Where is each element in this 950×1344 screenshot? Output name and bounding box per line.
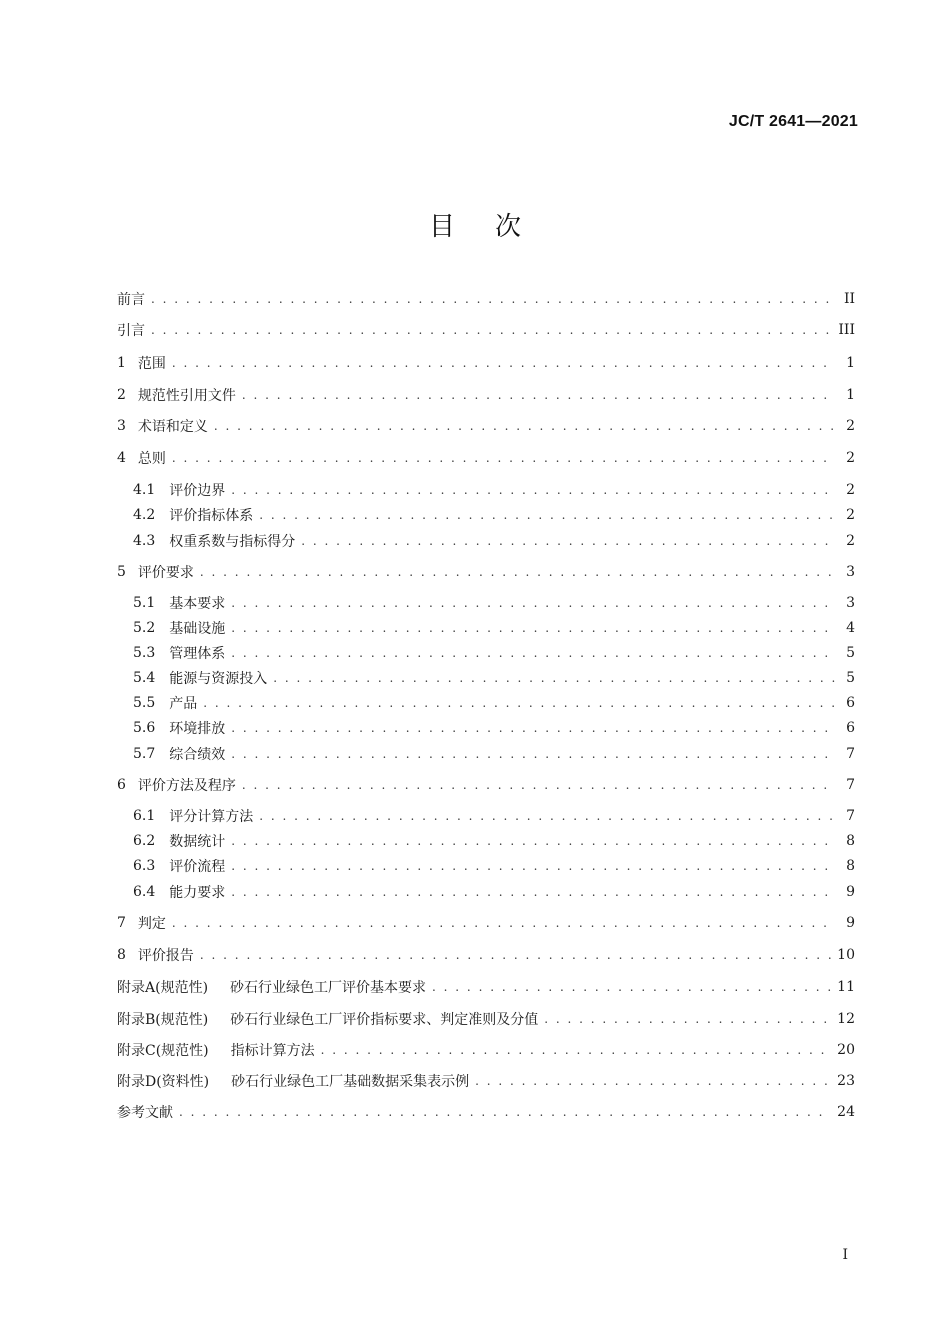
toc-entry-number: 5.7 bbox=[133, 746, 156, 762]
toc-entry-number: 5.1 bbox=[133, 595, 156, 611]
toc-leader-dots bbox=[203, 692, 835, 714]
toc-entry-label: 能力要求 bbox=[169, 885, 226, 901]
toc-leader-dots bbox=[273, 667, 835, 689]
toc-entry-label: 基础设施 bbox=[169, 621, 226, 637]
toc-entry-page: 11 bbox=[837, 979, 855, 995]
toc-entry[interactable] bbox=[133, 717, 855, 739]
toc-leader-dots bbox=[231, 717, 835, 739]
toc-entry-number: 5.5 bbox=[133, 695, 156, 711]
toc-entry[interactable] bbox=[133, 530, 855, 552]
toc-entry-label: 指标计算方法 bbox=[230, 1043, 315, 1059]
toc-entry[interactable] bbox=[117, 1101, 855, 1123]
toc-entry-number: 附录B(规范性) bbox=[117, 1012, 209, 1028]
toc-entry[interactable] bbox=[133, 592, 855, 614]
toc-entry[interactable] bbox=[117, 415, 855, 437]
toc-entry[interactable] bbox=[133, 667, 855, 689]
toc-entry-page: 9 bbox=[846, 915, 855, 931]
toc-entry[interactable] bbox=[117, 774, 855, 796]
toc-leader-dots bbox=[231, 855, 835, 877]
toc-entry[interactable] bbox=[117, 1039, 855, 1061]
toc-entry-page: 10 bbox=[837, 947, 855, 963]
toc-entry-number: 5.2 bbox=[133, 620, 156, 636]
toc-entry[interactable] bbox=[117, 1008, 855, 1030]
toc-entry-page: 5 bbox=[846, 645, 855, 661]
toc-entry-label: 综合绩效 bbox=[169, 747, 226, 763]
toc-entry-page: 1 bbox=[846, 387, 855, 403]
toc-entry-label: 能源与资源投入 bbox=[169, 671, 268, 687]
toc-entry[interactable] bbox=[133, 504, 855, 526]
toc-entry-page: 7 bbox=[846, 777, 855, 793]
toc-entry-label: 环境排放 bbox=[169, 721, 226, 737]
toc-entry[interactable] bbox=[117, 561, 855, 583]
toc-entry[interactable] bbox=[117, 912, 855, 934]
toc-leader-dots bbox=[242, 774, 835, 796]
standard-code: JC/T 2641—2021 bbox=[728, 113, 858, 130]
toc-entry-number: 附录C(规范性) bbox=[117, 1043, 209, 1059]
toc-entry[interactable] bbox=[117, 976, 855, 998]
toc-entry-label: 产品 bbox=[169, 696, 198, 712]
toc-entry-number: 4.3 bbox=[133, 533, 156, 549]
toc-entry-number: 3 bbox=[117, 418, 126, 434]
toc-entry-number: 7 bbox=[117, 915, 126, 931]
toc-entry-label: 判定 bbox=[137, 916, 166, 932]
toc-leader-dots bbox=[321, 1039, 832, 1061]
toc-leader-dots bbox=[242, 384, 835, 406]
toc-entry-page: 1 bbox=[846, 355, 855, 371]
toc-entry-page: 23 bbox=[837, 1073, 855, 1089]
toc-entry-page: 2 bbox=[846, 418, 855, 434]
toc-entry-page: 2 bbox=[846, 482, 855, 498]
toc-leader-dots bbox=[231, 617, 835, 639]
toc-leader-dots bbox=[231, 642, 835, 664]
toc-entry[interactable] bbox=[117, 447, 855, 469]
toc-entry-page: 2 bbox=[846, 507, 855, 523]
toc-entry-label: 前言 bbox=[117, 292, 145, 308]
page-number: I bbox=[842, 1247, 848, 1263]
toc-leader-dots bbox=[231, 881, 835, 903]
toc-leader-dots bbox=[179, 1101, 831, 1123]
toc-entry-page: 8 bbox=[846, 833, 855, 849]
toc-leader-dots bbox=[151, 288, 835, 310]
toc-entry-number: 5 bbox=[117, 564, 126, 580]
toc-entry-page: 7 bbox=[846, 808, 855, 824]
toc-leader-dots bbox=[259, 504, 835, 526]
toc-leader-dots bbox=[172, 447, 835, 469]
toc-entry[interactable] bbox=[117, 1070, 855, 1092]
toc-entry-page: 3 bbox=[846, 564, 855, 580]
toc-leader-dots bbox=[231, 592, 835, 614]
page-title: 目次 bbox=[428, 212, 561, 242]
toc-entry-number: 4.1 bbox=[133, 482, 156, 498]
toc-entry-label: 规范性引用文件 bbox=[137, 388, 236, 404]
toc-leader-dots bbox=[301, 530, 835, 552]
toc-entry-page: 4 bbox=[846, 620, 855, 636]
toc-leader-dots bbox=[544, 1008, 831, 1030]
toc-entry-label: 评价指标体系 bbox=[169, 508, 254, 524]
toc-entry-number: 6.1 bbox=[133, 808, 156, 824]
toc-entry[interactable] bbox=[117, 288, 855, 310]
toc-leader-dots bbox=[200, 561, 835, 583]
toc-entry-page: 12 bbox=[837, 1011, 855, 1027]
toc-entry-label: 引言 bbox=[117, 323, 145, 339]
toc-leader-dots bbox=[259, 805, 835, 827]
toc-entry-label: 评价报告 bbox=[137, 948, 194, 964]
toc-entry-label: 砂石行业绿色工厂评价指标要求、判定准则及分值 bbox=[230, 1012, 539, 1028]
toc-entry[interactable] bbox=[133, 881, 855, 903]
toc-entry-label: 管理体系 bbox=[169, 646, 226, 662]
toc-leader-dots bbox=[214, 415, 835, 437]
toc-entry[interactable] bbox=[117, 384, 855, 406]
toc-entry-page: 3 bbox=[846, 595, 855, 611]
toc-entry[interactable] bbox=[133, 855, 855, 877]
toc-entry[interactable] bbox=[133, 642, 855, 664]
toc-entry-page: 6 bbox=[846, 695, 855, 711]
toc-entry-page: 9 bbox=[846, 884, 855, 900]
toc-entry-number: 6.2 bbox=[133, 833, 156, 849]
toc-entry-number: 8 bbox=[117, 947, 126, 963]
toc-entry-number: 2 bbox=[117, 387, 126, 403]
toc-entry-label: 基本要求 bbox=[169, 596, 226, 612]
toc-entry-label: 评价要求 bbox=[137, 565, 194, 581]
toc-leader-dots bbox=[200, 944, 831, 966]
toc-entry-page: 24 bbox=[837, 1104, 855, 1120]
toc-entry-number: 附录D(资料性) bbox=[117, 1074, 210, 1090]
toc-entry-number: 6 bbox=[117, 777, 126, 793]
toc-leader-dots bbox=[172, 912, 835, 934]
toc-leader-dots bbox=[231, 830, 835, 852]
toc-entry-label: 范围 bbox=[137, 356, 166, 372]
toc-leader-dots bbox=[231, 743, 835, 765]
toc-entry-number: 6.4 bbox=[133, 884, 156, 900]
toc-entry-label: 权重系数与指标得分 bbox=[169, 534, 296, 550]
toc-entry-number: 附录A(规范性) bbox=[117, 980, 209, 996]
toc-entry-label: 术语和定义 bbox=[137, 419, 208, 435]
toc-entry-page: II bbox=[843, 291, 855, 307]
toc-entry-number: 4 bbox=[117, 450, 126, 466]
toc-entry-page: 8 bbox=[846, 858, 855, 874]
toc-entry[interactable] bbox=[133, 617, 855, 639]
toc-entry[interactable] bbox=[133, 692, 855, 714]
toc-entry-number: 5.4 bbox=[133, 670, 156, 686]
toc-entry-number: 5.6 bbox=[133, 720, 156, 736]
toc-entry-label: 砂石行业绿色工厂基础数据采集表示例 bbox=[231, 1074, 470, 1090]
toc-entry[interactable] bbox=[117, 319, 855, 341]
toc-entry-number: 4.2 bbox=[133, 507, 156, 523]
toc-entry-page: 6 bbox=[846, 720, 855, 736]
toc-entry-page: 2 bbox=[846, 533, 855, 549]
toc-entry-label: 砂石行业绿色工厂评价基本要求 bbox=[230, 980, 427, 996]
toc-entry-page: 7 bbox=[846, 746, 855, 762]
toc-entry[interactable] bbox=[133, 479, 855, 501]
toc-leader-dots bbox=[475, 1070, 831, 1092]
toc-leader-dots bbox=[432, 976, 831, 998]
toc-entry-page: 2 bbox=[846, 450, 855, 466]
toc-entry[interactable] bbox=[117, 352, 855, 374]
toc-entry-number: 6.3 bbox=[133, 858, 156, 874]
toc-entry-label: 总则 bbox=[137, 451, 166, 467]
toc-entry-label: 参考文献 bbox=[117, 1105, 173, 1121]
toc-entry-number: 1 bbox=[117, 355, 126, 371]
toc-entry-page: 5 bbox=[846, 670, 855, 686]
toc-entry-page: III bbox=[838, 322, 855, 338]
toc-entry[interactable] bbox=[133, 830, 855, 852]
toc-entry-label: 数据统计 bbox=[169, 834, 226, 850]
toc-entry-label: 评分计算方法 bbox=[169, 809, 254, 825]
toc-entry[interactable] bbox=[133, 805, 855, 827]
toc-entry-page: 20 bbox=[837, 1042, 855, 1058]
toc-entry-label: 评价方法及程序 bbox=[137, 778, 236, 794]
toc-entry-label: 评价流程 bbox=[169, 859, 226, 875]
toc-leader-dots bbox=[231, 479, 835, 501]
toc-entry-number: 5.3 bbox=[133, 645, 156, 661]
toc-entry[interactable] bbox=[117, 944, 855, 966]
toc-entry[interactable] bbox=[133, 743, 855, 765]
toc-entry-label: 评价边界 bbox=[169, 483, 226, 499]
toc-leader-dots bbox=[172, 352, 835, 374]
toc-leader-dots bbox=[151, 319, 832, 341]
